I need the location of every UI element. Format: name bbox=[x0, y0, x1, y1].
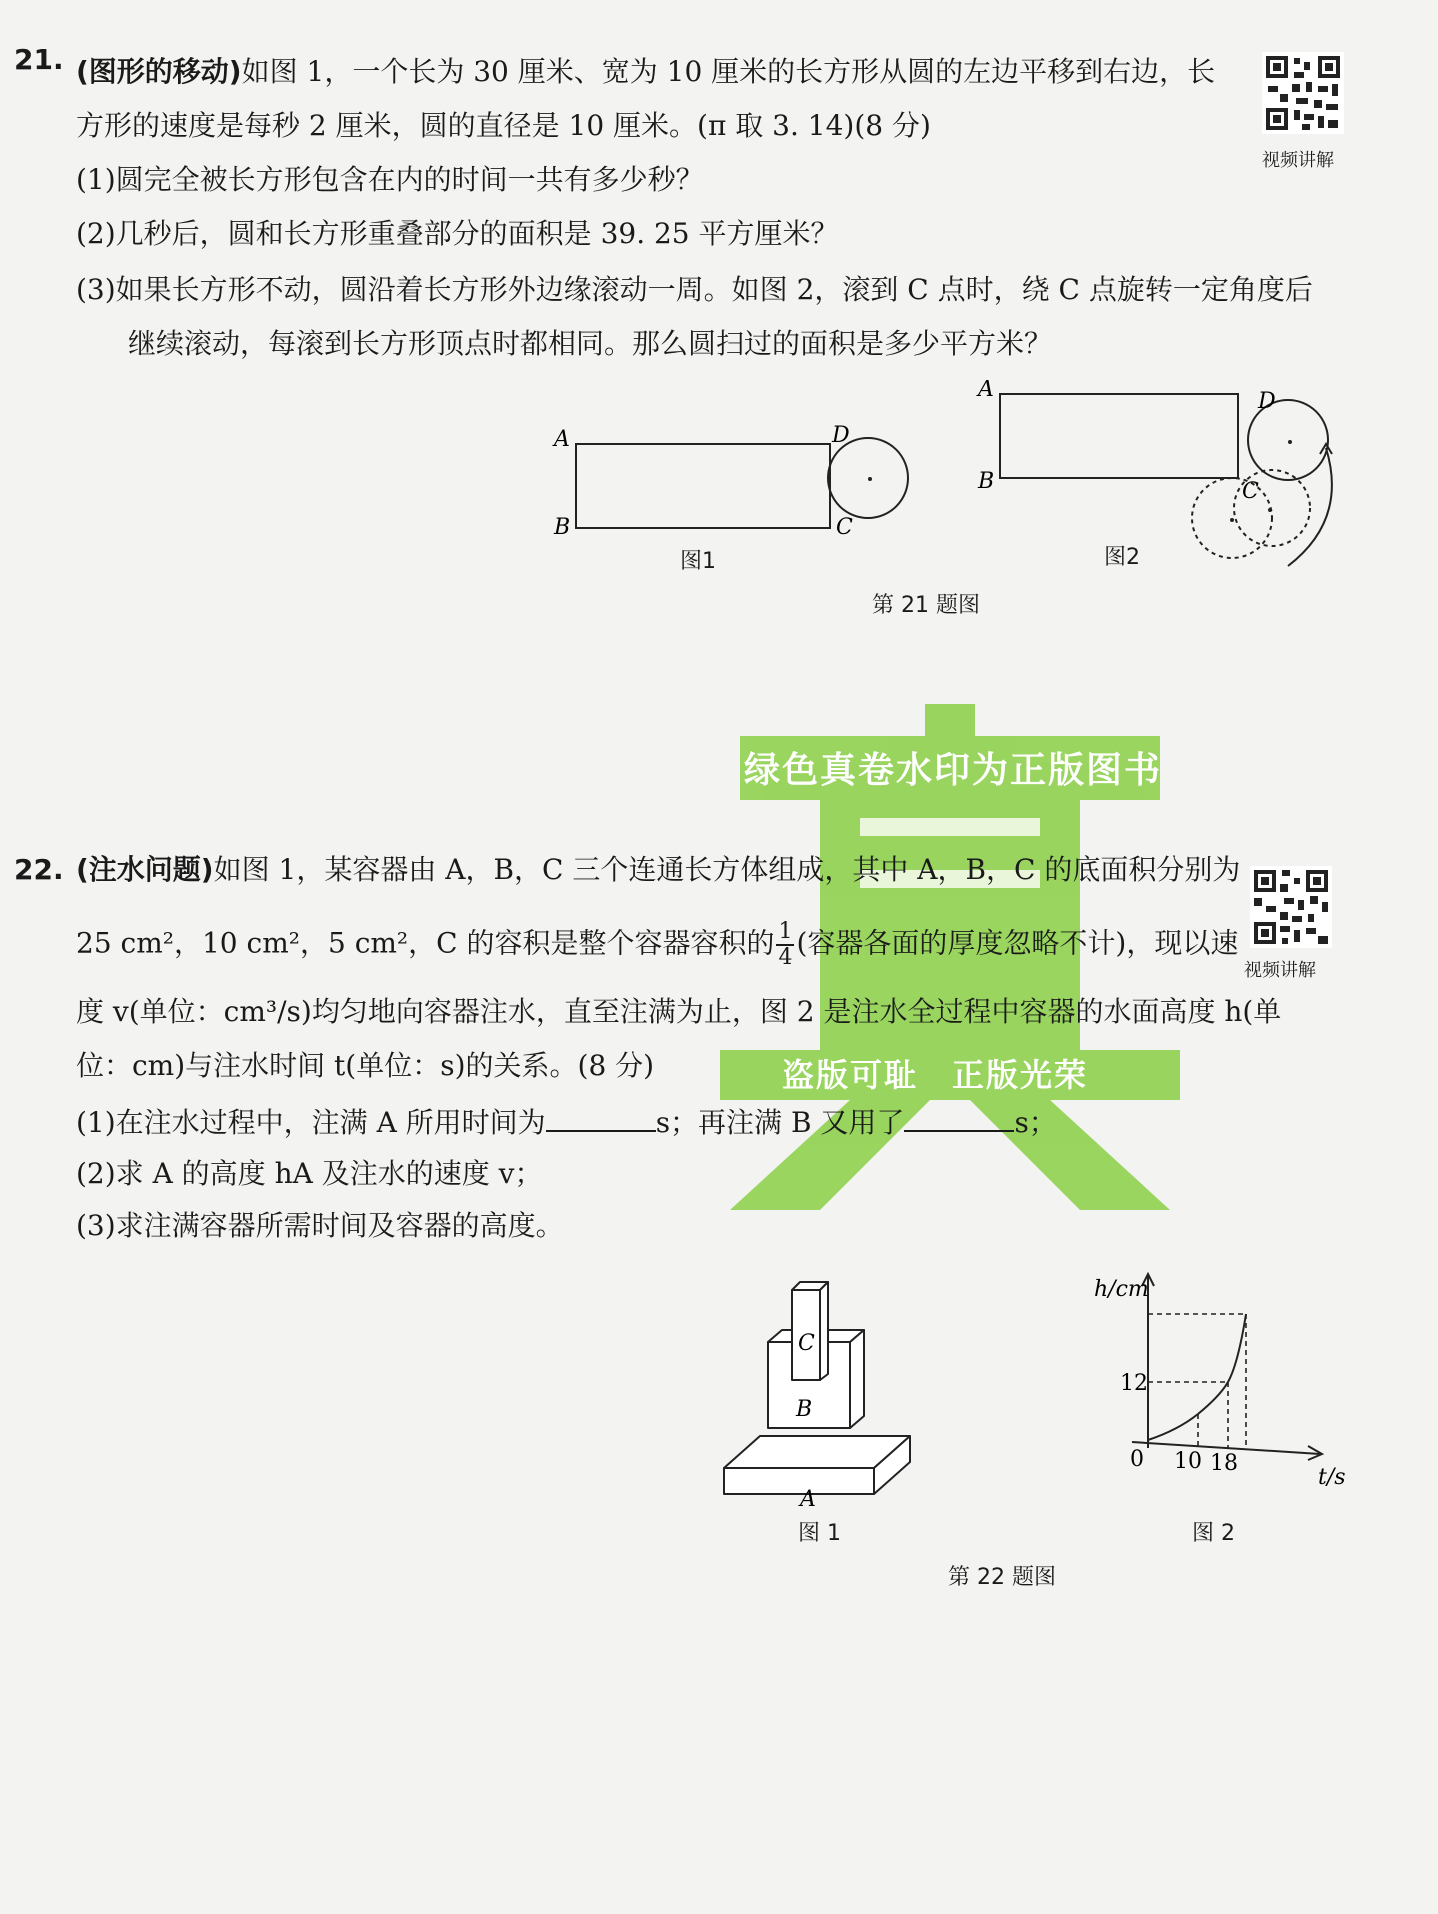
q22-graph-origin: 0 bbox=[1130, 1447, 1144, 1472]
q22-figure2-graph bbox=[1080, 1262, 1360, 1502]
q21-fig1-label: 图1 bbox=[680, 549, 716, 574]
q21-fig1-label-d: D bbox=[832, 423, 850, 448]
q22-block-b-side bbox=[850, 1330, 864, 1428]
q21-fig2-rectangle bbox=[1000, 394, 1238, 478]
q22-graph-xtick-10: 10 bbox=[1174, 1449, 1202, 1474]
q21-fig2-label-b: B bbox=[978, 469, 995, 494]
q21-fig2-label-a: A bbox=[978, 380, 994, 402]
q21-qr-label: 视频讲解 bbox=[1262, 150, 1334, 171]
q21-line1: (图形的移动)如图 1，一个长为 30 厘米、宽为 10 厘米的长方形从圆的左边平移到右边，长 bbox=[76, 55, 1216, 88]
watermark-top-text: 绿色真卷水印为正版图书 bbox=[744, 750, 1163, 791]
q22-block-c-side bbox=[820, 1282, 828, 1380]
q21-number: 21. bbox=[14, 43, 64, 76]
q22-fraction: $\frac{1}{4}$ bbox=[778, 919, 793, 970]
q22-fig1-label: 图 1 bbox=[798, 1521, 841, 1546]
q22-graph-ylabel: h/cm bbox=[1094, 1277, 1149, 1302]
q21-tag: (图形的移动) bbox=[76, 55, 242, 88]
q21-sub3a: (3)如果长方形不动，圆沿着长方形外边缘滚动一周。如图 2，滚到 C 点时，绕 C 点旋转一定角度后 bbox=[76, 273, 1313, 306]
q21-line2: 方形的速度是每秒 2 厘米，圆的直径是 10 厘米。(π 取 3. 14)(8 分) bbox=[76, 109, 931, 142]
q21-sub1: (1)圆完全被长方形包含在内的时间一共有多少秒？ bbox=[76, 163, 704, 196]
q22-caption: 第 22 题图 bbox=[948, 1565, 1056, 1590]
q22-blank-2[interactable] bbox=[904, 1104, 1014, 1132]
q21-fig1-rectangle bbox=[576, 444, 830, 528]
q21-fig2-label-d: D bbox=[1258, 389, 1276, 414]
qr-code-icon[interactable] bbox=[1262, 52, 1344, 138]
q22-blank-1[interactable] bbox=[546, 1104, 656, 1132]
q22-figure1-container bbox=[710, 1270, 930, 1510]
q22-line4: 位：cm)与注水时间 t(单位：s)的关系。(8 分) bbox=[76, 1049, 655, 1082]
q21-sub3b: 继续滚动，每滚到长方形顶点时都相同。那么圆扫过的面积是多少平方米？ bbox=[128, 327, 1053, 360]
q22-qr-label: 视频讲解 bbox=[1244, 960, 1316, 981]
q21-fig2-rotation-arc bbox=[1288, 448, 1332, 566]
qr-code-icon[interactable] bbox=[1250, 866, 1332, 952]
q22-curve-segment-a bbox=[1148, 1414, 1198, 1440]
q22-sub3: (3)求注满容器所需时间及容器的高度。 bbox=[76, 1209, 564, 1242]
q22-graph-ytick-12: 12 bbox=[1120, 1371, 1148, 1396]
q21-figure1 bbox=[540, 420, 920, 580]
q22-tag: (注水问题) bbox=[76, 853, 214, 886]
q22-label-c: C bbox=[798, 1331, 815, 1356]
q22-graph-xtick-18: 18 bbox=[1210, 1451, 1238, 1476]
watermark-bottom-text: 盗版可耻 正版光荣 bbox=[782, 1056, 1089, 1094]
q22-line3: 度 v(单位：cm³/s)均匀地向容器注水，直至注满为止，图 2 是注水全过程中容器的水面高度 h(单 bbox=[76, 995, 1282, 1028]
q22-fig2-label: 图 2 bbox=[1192, 1521, 1235, 1546]
q22-sub1: (1)在注水过程中，注满 A 所用时间为 s；再注满 B 又用了 s； bbox=[76, 1106, 1057, 1139]
q22-label-b: B bbox=[796, 1397, 813, 1422]
q21-caption: 第 21 题图 bbox=[872, 593, 980, 618]
q22-line1: (注水问题)如图 1，某容器由 A，B，C 三个连通长方体组成，其中 A，B，C 的底面积分别为 bbox=[76, 853, 1241, 886]
q21-fig1-circle bbox=[828, 438, 908, 518]
q22-line2: 25 cm²，10 cm²，5 cm²，C 的容积是整个容器容积的 $\frac{1}{4}$ (容器各面的厚度忽略不计)，现以速 bbox=[76, 919, 1239, 970]
q21-fig1-label-a: A bbox=[554, 427, 570, 452]
q22-graph-xlabel: t/s bbox=[1318, 1465, 1346, 1490]
q22-sub2: (2)求 A 的高度 hA 及注水的速度 v； bbox=[76, 1157, 543, 1190]
q22-block-a-front bbox=[724, 1468, 874, 1494]
q21-fig1-label-c: C bbox=[836, 515, 853, 540]
q21-sub2: (2)几秒后，圆和长方形重叠部分的面积是 39. 25 平方厘米？ bbox=[76, 217, 839, 250]
q21-fig2-label-c: C bbox=[1242, 479, 1259, 504]
q21-figure2 bbox=[970, 380, 1370, 580]
q22-number: 22. bbox=[14, 853, 64, 886]
q22-label-a: A bbox=[800, 1487, 816, 1510]
q21-fig2-label: 图2 bbox=[1104, 545, 1140, 570]
q22-curve-segment-b bbox=[1198, 1314, 1246, 1414]
q21-fig1-label-b: B bbox=[554, 515, 571, 540]
